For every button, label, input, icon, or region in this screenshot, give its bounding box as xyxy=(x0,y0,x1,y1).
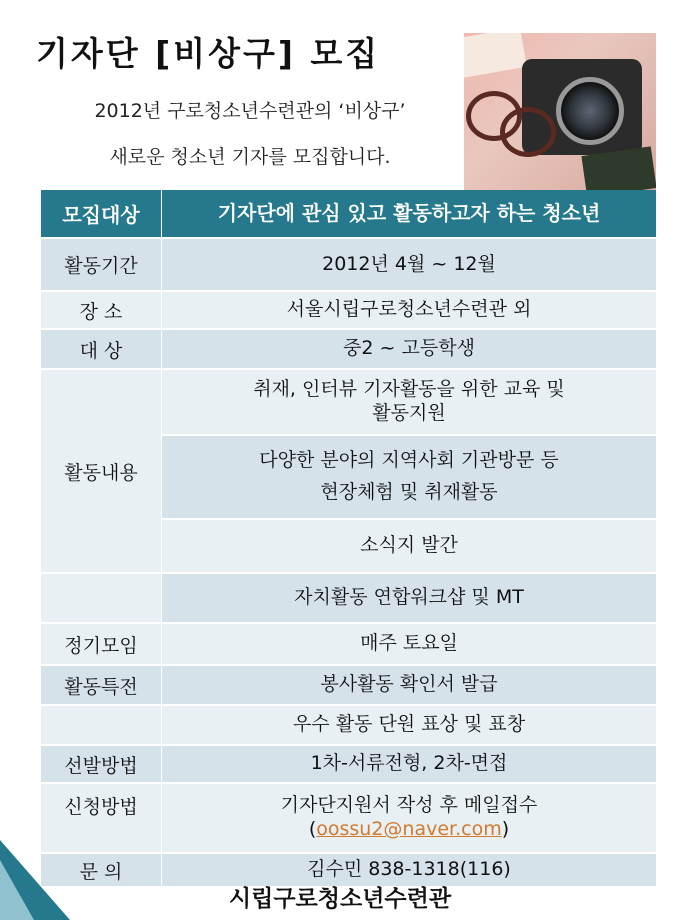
row-label-empty xyxy=(41,706,161,744)
activity-text: 활동지원 xyxy=(372,402,446,424)
row-value: 기자단에 관심 있고 활동하고자 하는 청소년 xyxy=(162,190,656,237)
row-label: 활동특전 xyxy=(41,666,161,704)
row-label: 활동기간 xyxy=(41,239,161,290)
activity-text: 다양한 분야의 지역사회 기관방문 등 xyxy=(259,449,559,472)
table-row-header xyxy=(41,190,656,237)
row-label: 활동내용 xyxy=(41,370,161,572)
organization-footer: 시립구로청소년수련관 xyxy=(228,886,452,912)
camera-glasses-photo xyxy=(464,33,656,191)
email-open-paren: ( xyxy=(308,818,317,840)
row-value: 2012년 4월 ~ 12월 xyxy=(162,239,656,290)
activity-text: 소식지 발간 xyxy=(360,534,458,557)
row-label: 정기모임 xyxy=(41,624,161,664)
row-label: 장 소 xyxy=(41,292,161,328)
subtitle-line-2: 새로운 청소년 기자를 모집합니다. xyxy=(109,146,391,168)
row-value: 매주 토요일 xyxy=(162,624,656,664)
row-value xyxy=(162,784,656,852)
apply-text: 기자단지원서 작성 후 메일접수 xyxy=(280,794,538,817)
activity-item xyxy=(162,436,656,518)
page-title: 기자단 [비상구] 모집 xyxy=(36,34,381,73)
table-row-activities xyxy=(41,370,656,622)
activity-text: 현장체험 및 취재활동 xyxy=(320,481,498,503)
row-value: 서울시립구로청소년수련관 외 xyxy=(162,292,656,328)
row-label: 모집대상 xyxy=(41,190,161,237)
row-label: 문 의 xyxy=(41,854,161,886)
subtitle-line-1: 2012년 구로청소년수련관의 ‘비상구’ xyxy=(94,100,406,122)
email-wrapper xyxy=(309,818,509,842)
row-value: 봉사활동 확인서 발급 xyxy=(162,666,656,704)
table-row-target xyxy=(41,330,656,368)
email-close-paren: ) xyxy=(501,818,510,840)
row-label: 선발방법 xyxy=(41,746,161,782)
row-label-empty xyxy=(41,574,161,622)
activity-text: 자치활동 연합워크샵 및 MT xyxy=(294,586,524,609)
email-link[interactable]: oossu2@naver.com xyxy=(316,818,502,840)
table-row-benefits xyxy=(41,666,656,744)
table-row-period xyxy=(41,239,656,290)
row-value: 중2 ~ 고등학생 xyxy=(162,330,656,368)
row-value: 김수민 838-1318(116) xyxy=(162,854,656,886)
table-row-meeting xyxy=(41,624,656,664)
row-value: 1차-서류전형, 2차-면접 xyxy=(162,746,656,782)
activity-item xyxy=(162,574,656,622)
row-value: 우수 활동 단원 표상 및 표창 xyxy=(162,706,656,744)
activity-item xyxy=(162,520,656,572)
activity-item xyxy=(162,370,656,434)
row-label: 대 상 xyxy=(41,330,161,368)
table-row-selection xyxy=(41,746,656,782)
activity-text: 취재, 인터뷰 기자활동을 위한 교육 및 xyxy=(253,378,565,401)
row-label: 신청방법 xyxy=(41,784,161,852)
table-row-apply xyxy=(41,784,656,852)
table-row-place xyxy=(41,292,656,328)
